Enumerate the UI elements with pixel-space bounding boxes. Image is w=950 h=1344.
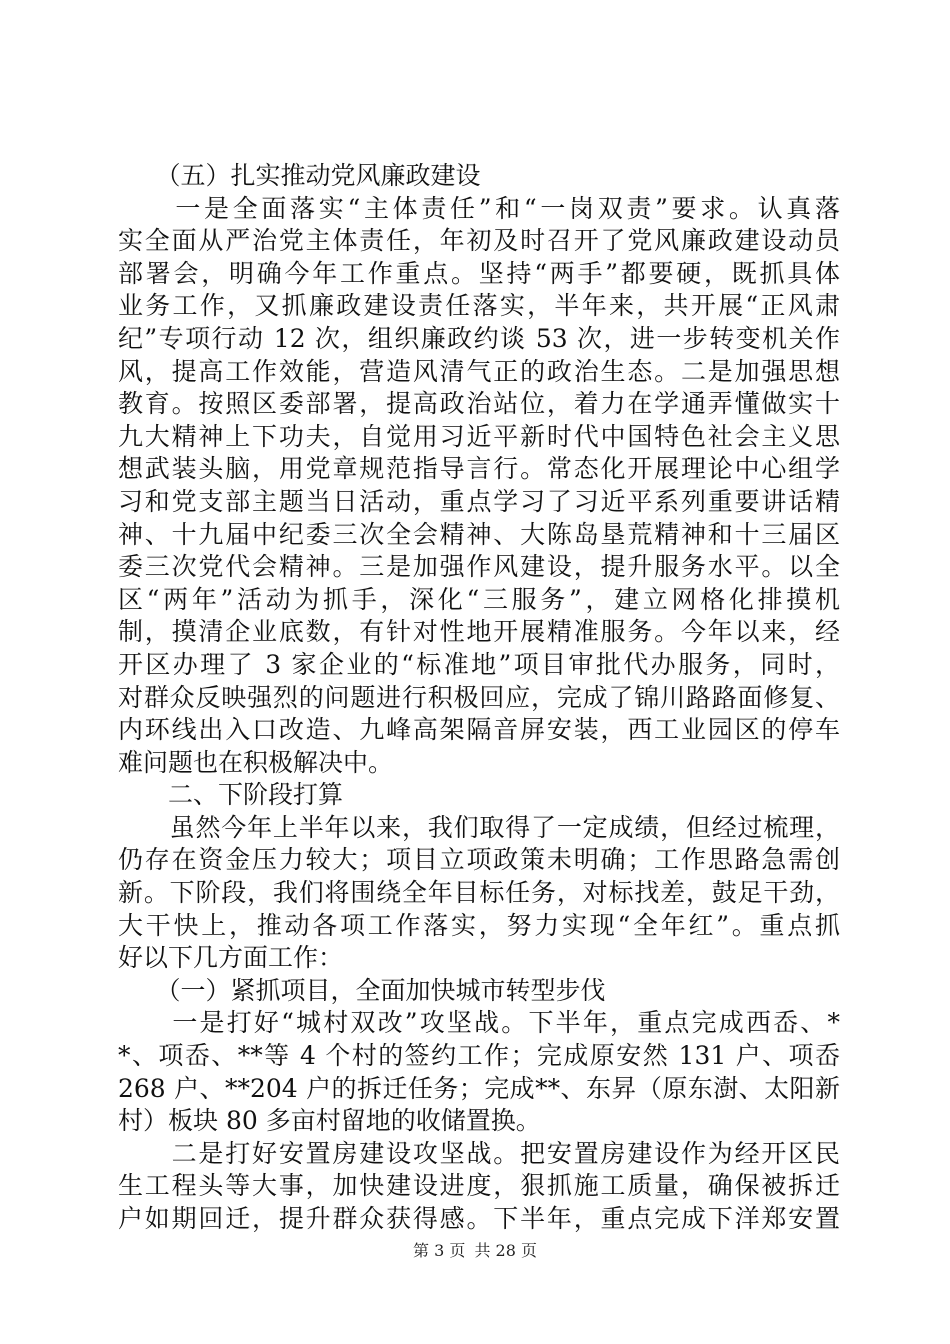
text-line: 难问题也在积极解决中。 — [118, 747, 394, 777]
text-line: 好以下几方面工作： — [118, 943, 344, 973]
text-line: 仍存在资金压力较大；项目立项政策未明确；工作思路急需创 — [118, 845, 840, 875]
text-line: 二是打好安置房建设攻坚战。把安置房建设作为经开区民 — [118, 1138, 840, 1168]
text-line: 九大精神上下功夫，自觉用习近平新时代中国特色社会主义思 — [118, 421, 840, 451]
text-line: （五）扎实推动党风廉政建设 — [118, 161, 481, 190]
text-line: 一是全面落实“主体责任”和“一岗双责”要求。认真落 — [118, 193, 840, 223]
text-line: 生工程头等大事，加快建设进度，狠抓施工质量，确保被拆迁 — [118, 1171, 840, 1201]
text-line: 一是打好“城村双改”攻坚战。下半年，重点完成西岙、* — [118, 1008, 840, 1038]
text-line: 委三次党代会精神。三是加强作风建设，提升服务水平。以全 — [118, 552, 840, 582]
text-line: 想武装头脑，用党章规范指导言行。常态化开展理论中心组学 — [118, 454, 840, 484]
text-line: 纪”专项行动 12 次，组织廉政约谈 53 次，进一步转变机关作 — [118, 323, 840, 353]
text-line: 户如期回迁，提升群众获得感。下半年，重点完成下洋郑安置 — [118, 1204, 840, 1233]
text-line: 神、十九届中纪委三次全会精神、大陈岛垦荒精神和十三届区 — [118, 519, 840, 549]
text-line: 部署会，明确今年工作重点。坚持“两手”都要硬，既抓具体 — [118, 258, 840, 288]
text-line: 268 户、**204 户的拆迁任务；完成**、东昇（原东澍、太阳新 — [118, 1073, 840, 1103]
page-total: 共 28 页 — [474, 1241, 537, 1260]
text-line: 新。下阶段，我们将围绕全年目标任务，对标找差，鼓足干劲， — [118, 878, 840, 908]
page-number: 第 3 页 — [413, 1241, 466, 1260]
text-line: 教育。按照区委部署，提高政治站位，着力在学通弄懂做实十 — [118, 389, 840, 419]
text-line: 村）板块 80 多亩村留地的收储置换。 — [118, 1106, 541, 1136]
text-line: 内环线出入口改造、九峰高架隔音屏安装，西工业园区的停车 — [118, 715, 840, 745]
document-body — [118, 160, 840, 1236]
text-line: 虽然今年上半年以来，我们取得了一定成绩，但经过梳理， — [118, 812, 840, 842]
text-line: 大干快上，推动各项工作落实，努力实现“全年红”。重点抓 — [118, 910, 840, 940]
text-line: 对群众反映强烈的问题进行积极回应，完成了锦川路路面修复、 — [118, 682, 840, 712]
text-line: 风，提高工作效能，营造风清气正的政治生态。二是加强思想 — [118, 356, 840, 386]
page-footer — [0, 1238, 950, 1261]
text-line: 业务工作，又抓廉政建设责任落实，半年来，共开展“正风肃 — [118, 291, 840, 321]
text-line: 实全面从严治党主体责任，年初及时召开了党风廉政建设动员 — [118, 226, 840, 256]
text-line: 制，摸清企业底数，有针对性地开展精准服务。今年以来，经 — [118, 617, 840, 647]
text-line: 区“两年”活动为抓手，深化“三服务”，建立网格化排摸机 — [118, 584, 840, 614]
text-line: 二、下阶段打算 — [118, 780, 344, 810]
text-line: *、项岙、**等 4 个村的签约工作；完成原安然 131 户、项岙 — [118, 1041, 840, 1071]
text-line: （一）紧抓项目，全面加快城市转型步伐 — [118, 975, 606, 1005]
text-line: 开区办理了 3 家企业的“标准地”项目审批代办服务，同时， — [118, 649, 840, 679]
text-line: 习和党支部主题当日活动，重点学习了习近平系列重要讲话精 — [118, 486, 840, 516]
